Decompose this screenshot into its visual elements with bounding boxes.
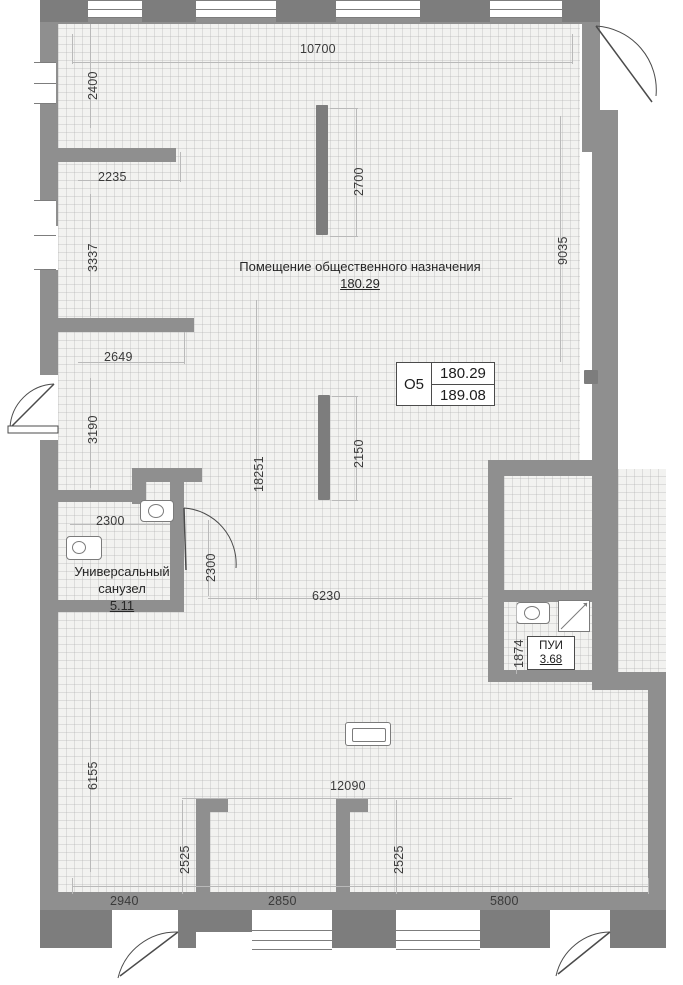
partition-column-upper	[316, 105, 328, 235]
dim-wc-2300: 2300	[96, 514, 125, 528]
dimtick-2150-bot	[332, 500, 358, 501]
pier-right-upper	[582, 108, 598, 152]
exterior-wall-left-mid2	[40, 270, 58, 375]
exterior-wall-right-mid-lower	[592, 372, 618, 470]
dim-2400: 2400	[86, 71, 100, 100]
dim-3190: 3190	[86, 415, 100, 444]
pier-bottom-2	[332, 910, 396, 948]
main-room-area: 180.29	[340, 276, 380, 291]
dimtick-2150-top	[332, 396, 358, 397]
dim-6155: 6155	[86, 761, 100, 790]
dimtick-2235-right	[180, 152, 181, 182]
pier-bottom-5	[196, 910, 252, 932]
interior-pier-bottom-mid-2	[336, 798, 368, 812]
window-top-3	[336, 0, 420, 18]
interior-wall-stub-upper	[58, 148, 176, 162]
wc-room-name-line1: Универсальный	[74, 564, 170, 579]
dimtick-2700-top	[330, 108, 358, 109]
dimline-bottom-row	[72, 886, 648, 887]
dim-2235: 2235	[98, 170, 127, 184]
door-swing-bottom-1	[112, 930, 182, 982]
dim-top-10700: 10700	[300, 42, 336, 56]
window-bottom-2	[396, 930, 480, 950]
dim-pui-1874: 1874	[512, 639, 526, 668]
pier-top-left	[40, 0, 88, 22]
window-top-4	[490, 0, 562, 18]
window-top-2	[196, 0, 276, 18]
window-left-upper	[34, 62, 56, 104]
pier-top-1	[142, 0, 196, 22]
wc-room-name-line2: санузел	[98, 581, 146, 596]
exterior-wall-step-horizontal	[592, 672, 666, 690]
area-stamp	[396, 362, 495, 406]
dimtick-2700-bot	[330, 236, 358, 237]
dim-2525-left: 2525	[178, 845, 192, 874]
dimline-2235	[78, 180, 180, 181]
exterior-wall-left-lower	[40, 440, 58, 482]
dimline-12090	[182, 798, 512, 799]
dim-6230: 6230	[312, 589, 341, 603]
pier-bottom-3	[480, 910, 550, 948]
dim-right-9035: 9035	[556, 236, 570, 265]
partition-column-lower	[318, 395, 330, 500]
dim-bottom-2940: 2940	[110, 894, 139, 908]
door-swing-left	[6, 382, 58, 440]
dimline-6230	[208, 598, 482, 599]
dim-3337: 3337	[86, 243, 100, 272]
dimtick-b4	[648, 878, 649, 894]
exterior-wall-left-bottom	[40, 482, 58, 910]
area-stamp-primary: 180.29	[432, 363, 494, 385]
shower-hatch-icon	[559, 601, 589, 631]
main-room-label	[232, 258, 488, 292]
door-swing-top-right	[594, 24, 664, 110]
exterior-wall-right-step	[592, 460, 618, 682]
window-left-lower	[34, 200, 56, 270]
toilet-bowl-wc	[72, 541, 86, 554]
pier-bottom-4	[610, 910, 666, 948]
dim-2525-right: 2525	[392, 845, 406, 874]
dim-2150: 2150	[352, 439, 366, 468]
wc-wall-vertical	[132, 468, 146, 504]
sink-bowl-pui	[524, 606, 540, 620]
pui-room-name: ПУИ	[539, 640, 563, 652]
area-stamp-code: O5	[404, 375, 425, 393]
dim-wc-door-2300: 2300	[204, 553, 218, 582]
interior-pier-bottom-mid	[336, 798, 350, 894]
wc-room-label	[48, 563, 196, 614]
interior-pier-bottom-left-2	[196, 798, 228, 812]
stair-or-hatch-bottom	[345, 722, 391, 746]
main-room-name: Помещение общественного назначения	[239, 259, 481, 274]
dimtick-2649-right	[184, 332, 185, 364]
interior-pier-bottom-left	[196, 798, 210, 894]
shower-fixture-pui	[558, 600, 590, 632]
dimtick-b1	[72, 878, 73, 894]
column-right	[584, 370, 598, 384]
pier-top-4	[562, 0, 600, 22]
window-bottom-1	[252, 930, 332, 950]
exterior-wall-right-bottom	[648, 682, 666, 910]
dim-12090: 12090	[330, 779, 366, 793]
pier-top-2	[276, 0, 336, 22]
wc-wall-left-top	[58, 490, 134, 502]
interior-wall-stub-lower	[58, 318, 194, 332]
area-stamp-values	[431, 363, 494, 405]
pier-bottom-left	[40, 910, 112, 948]
wc-room-area: 5.11	[109, 598, 135, 613]
dimtick-b3	[396, 878, 397, 894]
dim-2700: 2700	[352, 167, 366, 196]
window-top-1	[88, 0, 142, 18]
partition-column-upper-cap	[316, 105, 328, 121]
dimline-18251	[256, 300, 257, 600]
pui-wall-bottom	[488, 670, 600, 682]
dim-2649: 2649	[104, 350, 133, 364]
pui-room-label	[527, 636, 575, 670]
pui-wall-left	[488, 590, 500, 682]
pier-top-3	[420, 0, 490, 22]
sink-bowl-wc	[148, 504, 164, 518]
dim-bottom-5800: 5800	[490, 894, 519, 908]
dimtick-top-left	[72, 34, 73, 64]
dimtick-top-right	[572, 34, 573, 64]
interior-wall-right-notch-horizontal	[488, 460, 598, 476]
dimline-top	[72, 62, 572, 63]
door-swing-bottom-2	[552, 930, 616, 982]
dimtick-b2	[182, 878, 183, 894]
area-stamp-secondary: 189.08	[440, 387, 486, 404]
dim-bottom-2850: 2850	[268, 894, 297, 908]
pui-room-area: 3.68	[539, 654, 563, 666]
dim-18251: 18251	[252, 456, 266, 492]
